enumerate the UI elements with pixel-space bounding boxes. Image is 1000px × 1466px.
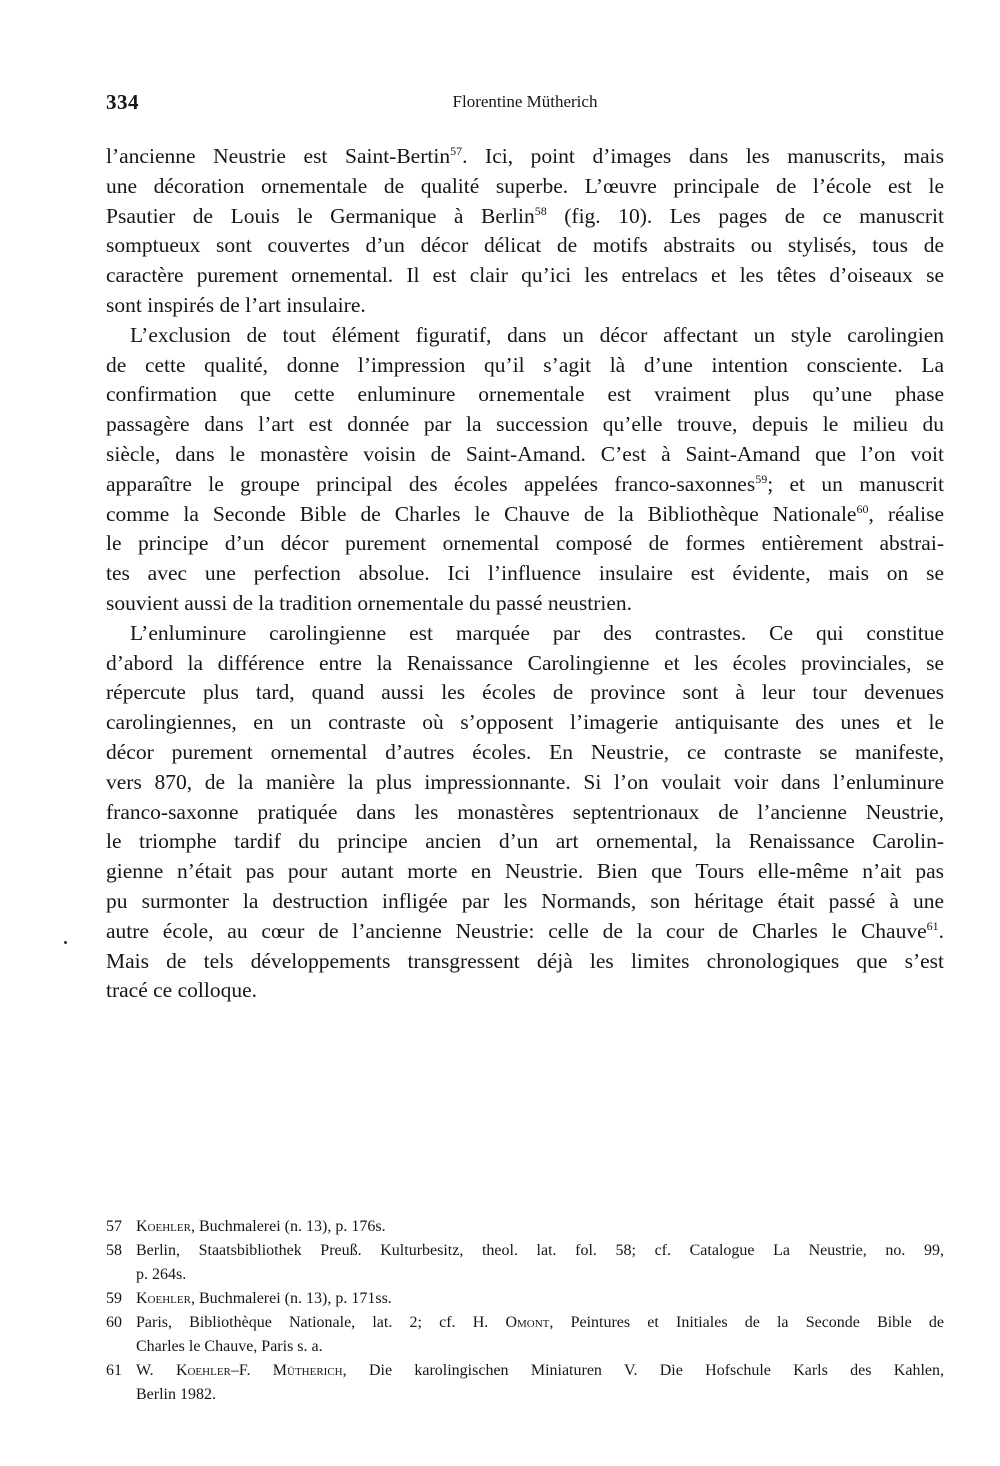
text-line: tracé ce colloque.: [106, 978, 258, 1003]
footnote-ref[interactable]: 60: [856, 501, 869, 516]
page-header: [106, 90, 944, 116]
footnote-ref[interactable]: 57: [450, 144, 463, 158]
text-line: d’abord la différence entre la Renaissance Carolingienne et les écoles provinciales, se: [106, 650, 944, 675]
paragraph-1: [106, 142, 944, 321]
text-line: une décoration ornementale de qualité superbe. L’œuvre principale de l’école est le: [106, 173, 944, 198]
scan-mark: [64, 941, 67, 944]
page-number: 334: [106, 90, 139, 114]
text-line: apparaître le groupe principal des écoles appelées franco-saxonnes$^{59}$; et un manuscrit: [106, 471, 944, 496]
footnote-ref[interactable]: 58: [534, 203, 547, 218]
text-line: l’ancienne Neustrie est Saint-Bertin$^{57}$. Ici, point d’images dans les manuscrits, mais: [106, 144, 945, 168]
footnote-number: 61: [106, 1362, 122, 1379]
text-line: somptueux sont couvertes d’un décor délicat de motifs abstraits ou stylisés, tous de: [106, 233, 944, 258]
footnote-60: 60 Paris, Bibliothèque Nationale, lat. 2; cf. H. Omont, Peintures et Initiales de la Seconde Bible de Charles le Chauve, Paris s. a.: [106, 1311, 944, 1359]
text-line: comme la Seconde Bible de Charles le Chauve de la Bibliothèque Nationale$^{60}$, réalise: [106, 501, 945, 526]
text-line: caractère purement ornemental. Il est clair qu’ici les entrelacs et les têtes d’oiseaux se: [106, 263, 944, 288]
paragraph-2: [106, 321, 944, 619]
text-line: vers 870, de la manière la plus impressionnante. Si l’on voulait voir dans l’enluminure: [106, 769, 944, 794]
author-name: Mütherich: [272, 1362, 343, 1379]
paragraph-3: [106, 619, 944, 1006]
text-line: pu surmonter la destruction infligée par les Normands, son héritage était passé à une: [106, 888, 944, 913]
text-line: sont inspirés de l’art insulaire.: [106, 292, 366, 317]
footnote-59: 59 Koehler, Buchmalerei (n. 13), p. 171ss.: [106, 1287, 944, 1311]
footnote-number: 59: [106, 1290, 122, 1307]
text-line: Psautier de Louis le Germanique à Berlin$^{58}$ (fig. 10). Les pages de ce manuscrit: [106, 203, 945, 228]
author-name: Omont: [505, 1314, 550, 1331]
text-line: franco-saxonne pratiquée dans les monastères septentrionaux de l’ancienne Neustrie,: [106, 799, 944, 824]
text-line: le triomphe tardif du principe ancien d’un art ornemental, la Renaissance Carolin-: [106, 829, 944, 854]
text-line: tes avec une perfection absolue. Ici l’influence insulaire est évidente, mais on se: [106, 561, 944, 586]
body-text: [106, 142, 944, 1006]
text-line: décor purement ornemental d’autres écoles. En Neustrie, ce contraste se manifeste,: [106, 739, 944, 764]
text-line: de cette qualité, donne l’impression qu’il s’agit là d’une intention consciente. La: [106, 352, 944, 377]
text-line: L’exclusion de tout élément figuratif, dans un décor affectant un style carolingien: [130, 322, 944, 347]
footnote-number: 60: [106, 1314, 122, 1331]
text-line: souvient aussi de la tradition ornementale du passé neustrien.: [106, 590, 633, 615]
text-line: carolingiennes, en un contraste où s’opposent l’imagerie antiquisante des unes et le: [106, 710, 944, 735]
text-line: répercute plus tard, quand aussi les écoles de province sont à leur tour devenues: [106, 680, 944, 705]
author-name: Koehler: [136, 1218, 191, 1235]
text-line: passagère dans l’art est donnée par la succession qu’elle trouve, depuis le milieu du: [106, 412, 944, 437]
text-line: gienne n’était pas pour autant morte en Neustrie. Bien que Tours elle-même n’ait pas: [106, 859, 944, 884]
footnote-ref[interactable]: 61: [926, 918, 939, 933]
text-line: autre école, au cœur de l’ancienne Neustrie: celle de la cour de Charles le Chauve$^{61}$.: [106, 918, 944, 943]
author-name: Koehler: [175, 1362, 231, 1379]
text-line: Mais de tels développements transgressent déjà les limites chronologiques que s’est: [106, 948, 944, 973]
footnote-57: 57 Koehler, Buchmalerei (n. 13), p. 176s.: [106, 1215, 944, 1239]
footnote-58: 58 Berlin, Staatsbibliothek Preuß. Kulturbesitz, theol. lat. fol. 58; cf. Catalogue La Neustrie, no. 99, p. 264s.: [106, 1239, 944, 1287]
footnote-number: 57: [106, 1218, 122, 1235]
text-line: L’enluminure carolingienne est marquée par des contrastes. Ce qui constitue: [130, 620, 944, 645]
footnote-number: 58: [106, 1242, 122, 1259]
footnote-ref[interactable]: 59: [755, 471, 768, 486]
footnote-61: 61 W. Koehler–F. Mütherich, Die karolingischen Miniaturen V. Die Hofschule Karls des Kahlen, Berlin 1982.: [106, 1359, 944, 1407]
text-line: le principe d’un décor purement ornemental composé de formes entièrement abstrai-: [106, 531, 944, 556]
text-line: siècle, dans le monastère voisin de Saint-Amand. C’est à Saint-Amand que l’on voit: [106, 441, 944, 466]
running-head: Florentine Mütherich: [452, 92, 598, 111]
author-name: Koehler: [136, 1290, 191, 1307]
text-line: confirmation que cette enluminure ornementale est vraiment plus qu’une phase: [106, 382, 944, 407]
footnotes: [106, 1215, 944, 1407]
